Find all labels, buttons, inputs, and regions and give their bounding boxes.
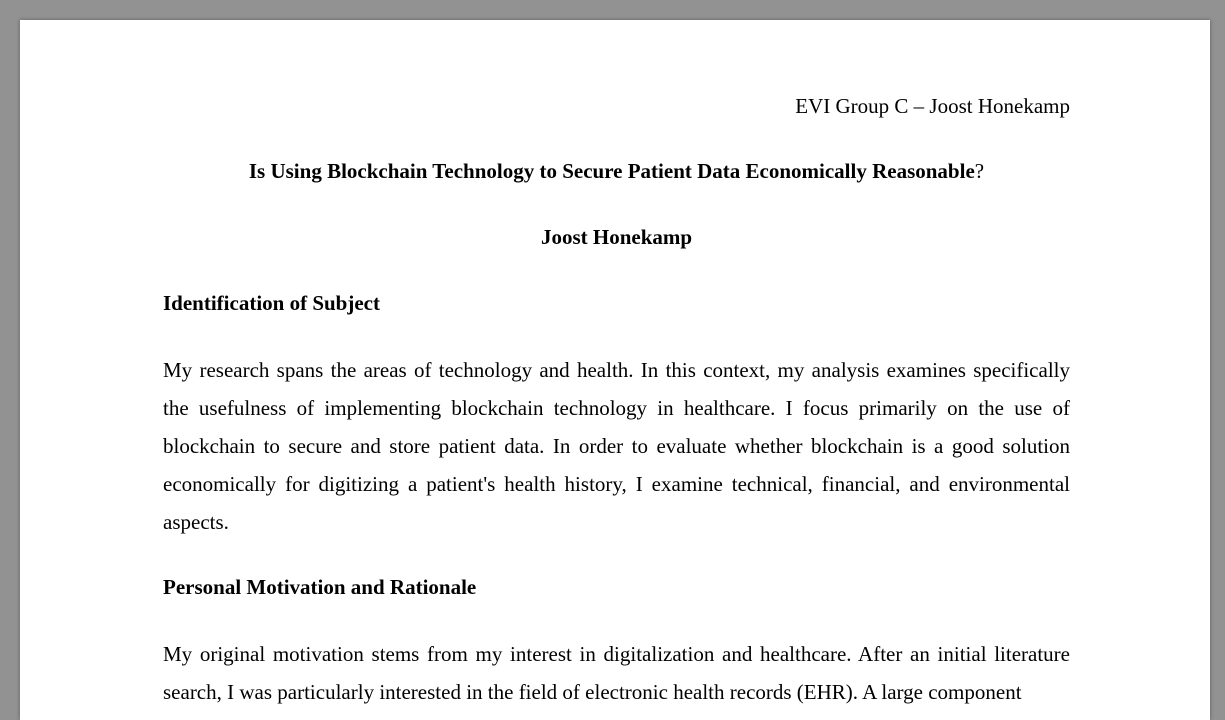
section-body-identification: My research spans the areas of technology and health. In this context, my analysis examines specifically the usefulness of implementing blockchain technology in healthcare. I focus primarily on the use of blockchain to secure and store patient data. In order to evaluate whether blockchain is a good solution economically for digitizing a patient's health history, I examine technical, financial, and environmental aspects. [163,358,1070,534]
document-title [163,159,1070,184]
section-heading-identification: Identification of Subject [163,291,380,315]
title-question-mark: ? [974,159,985,183]
section-heading-motivation: Personal Motivation and Rationale [163,575,477,599]
document-page [20,20,1210,720]
running-header: EVI Group C – Joost Honekamp [795,94,1070,118]
title-text: Is Using Blockchain Technology to Secure Patient Data Economically Reasonable [248,159,975,183]
section-body-motivation: My original motivation stems from my interest in digitalization and healthcare. After an initial literature search, I was particularly interested in the field of electronic health records (EHR). A large component [163,642,1070,704]
author-name: Joost Honekamp [540,225,693,249]
